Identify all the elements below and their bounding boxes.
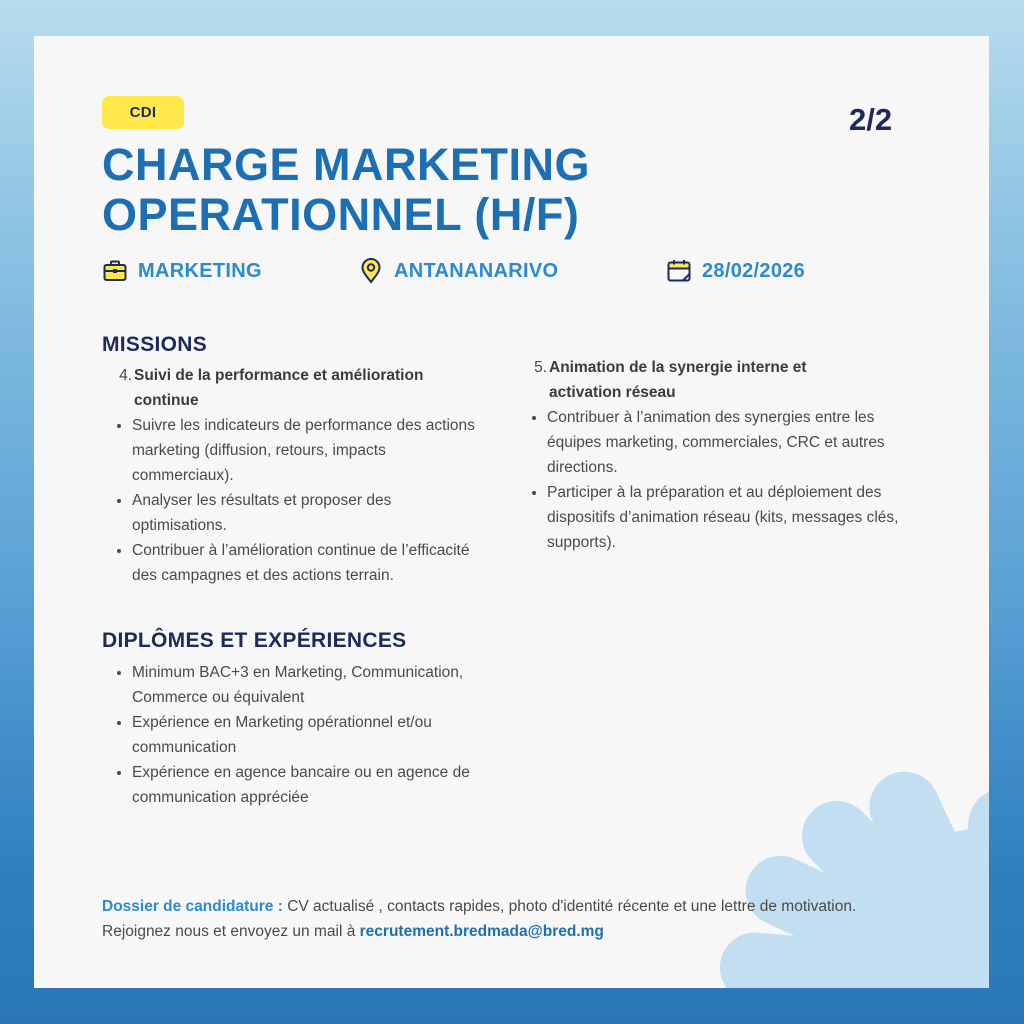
missions-heading: MISSIONS (102, 333, 208, 356)
page-indicator: 2/2 (849, 102, 893, 137)
mission-5-title-line-1: Animation de la synergie interne et (549, 359, 807, 376)
list-item: Suivre les indicateurs de performance des actions marketing (diffusion, retours, impacts commerciaux). (102, 413, 482, 488)
job-title-line-1: CHARGE MARKETING (102, 139, 590, 190)
list-item: Contribuer à l’animation des synergies entre les équipes marketing, commerciales, CRC et autres directions. (517, 405, 922, 480)
job-posting-card (34, 36, 989, 988)
mission-4-number: 4. (119, 367, 132, 384)
mission-4-title-line-1: Suivi de la performance et amélioration (134, 367, 424, 384)
date-meta (666, 258, 805, 284)
mission-5-bullets (517, 405, 922, 555)
list-item: Expérience en agence bancaire ou en agence de communication appréciée (102, 760, 482, 810)
list-item: Expérience en Marketing opérationnel et/ou communication (102, 710, 482, 760)
contact-email-link[interactable]: recrutement.bredmada@bred.mg (359, 923, 604, 940)
mission-5-number: 5. (534, 359, 547, 376)
mission-item-5 (517, 355, 922, 555)
diplomas-heading: DIPLÔMES ET EXPÉRIENCES (102, 629, 407, 652)
list-item: Minimum BAC+3 en Marketing, Communication, Commerce ou équivalent (102, 660, 482, 710)
mission-4-title (102, 363, 482, 413)
application-info (102, 894, 862, 944)
list-item: Contribuer à l’amélioration continue de l’efficacité des campagnes et des actions terrain. (102, 538, 482, 588)
job-title-line-2: OPERATIONNEL (H/F) (102, 189, 580, 240)
date-label: 28/02/2026 (702, 259, 806, 282)
diplomas-list (102, 660, 482, 810)
location-label: ANTANANARIVO (394, 259, 559, 282)
briefcase-icon (102, 258, 128, 284)
mission-4-title-line-2: continue (134, 392, 199, 409)
job-title (102, 140, 802, 240)
mission-5-title-line-2: activation réseau (549, 384, 676, 401)
department-label: MARKETING (138, 259, 262, 282)
contract-type-badge: CDI (102, 96, 184, 129)
location-meta (358, 258, 558, 284)
list-item: Participer à la préparation et au déploiement des dispositifs d’animation réseau (kits, messages clés, supports). (517, 480, 922, 555)
mission-4-bullets (102, 413, 482, 588)
mission-5-title (517, 355, 922, 405)
department-meta (102, 258, 262, 284)
application-label: Dossier de candidature : (102, 898, 283, 915)
location-pin-icon (358, 258, 384, 284)
list-item: Analyser les résultats et proposer des optimisations. (102, 488, 482, 538)
mission-item-4 (102, 363, 482, 588)
calendar-icon (666, 258, 692, 284)
application-text: CV actualisé , contacts rapides, photo d'identité récente et une lettre de motivation. Rejoignez nous et envoyez un mail à (102, 898, 857, 940)
